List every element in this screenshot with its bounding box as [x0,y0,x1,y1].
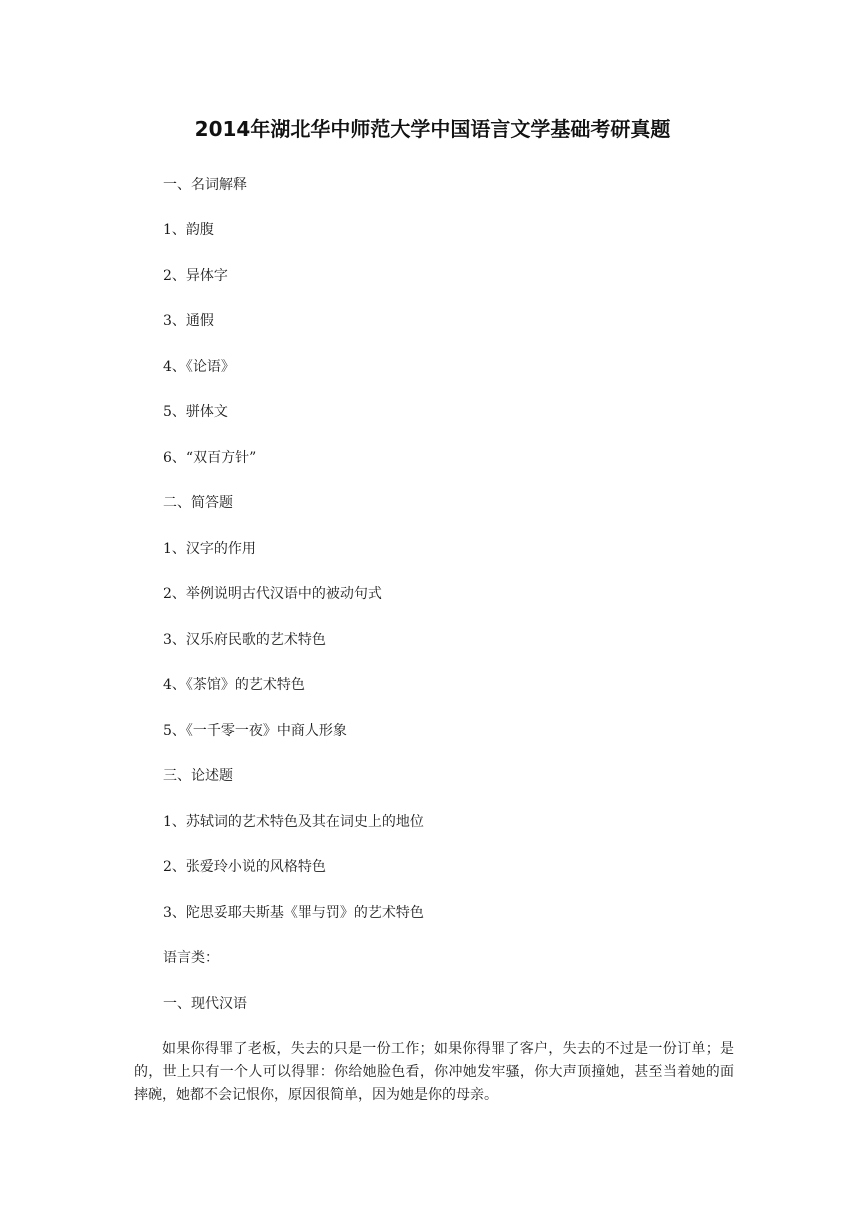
question-item: 1、汉字的作用 [163,541,256,557]
question-item: 2、异体字 [163,268,228,284]
question-item: 6、“双百方针” [163,450,257,466]
question-item: 3、通假 [163,313,214,329]
question-item: 2、举例说明古代汉语中的被动句式 [163,586,382,602]
question-item: 3、汉乐府民歌的艺术特色 [163,632,326,648]
question-item: 3、陀思妥耶夫斯基《罪与罚》的艺术特色 [163,905,424,921]
question-item: 1、苏轼词的艺术特色及其在词史上的地位 [163,814,424,830]
question-item: 2、张爱玲小说的风格特色 [163,859,326,875]
question-item: 5、骈体文 [163,404,228,420]
section-heading-essay: 三、论述题 [163,768,233,784]
question-item: 4、《茶馆》的艺术特色 [163,677,305,693]
passage-paragraph: 如果你得罪了老板，失去的只是一份工作；如果你得罪了客户，失去的不过是一份订单；是的，世上只有一个人可以得罪：你给她脸色看，你冲她发牢骚，你大声顶撞她，甚至当着她的面摔碗，她都不会记恨你，原因很简单，因为她是你的母亲。 [134,1041,734,1103]
question-item: 1、韵腹 [163,222,214,238]
section-heading-terms: 一、名词解释 [163,177,247,193]
section-heading-short-answer: 二、简答题 [163,495,233,511]
document-title: 2014年湖北华中师范大学中国语言文学基础考研真题 [194,117,671,141]
question-item: 5、《一千零一夜》中商人形象 [163,723,347,739]
language-category-label: 语言类： [163,950,219,966]
question-item: 4、《论语》 [163,359,235,375]
section-heading-modern-chinese: 一、现代汉语 [163,996,247,1012]
